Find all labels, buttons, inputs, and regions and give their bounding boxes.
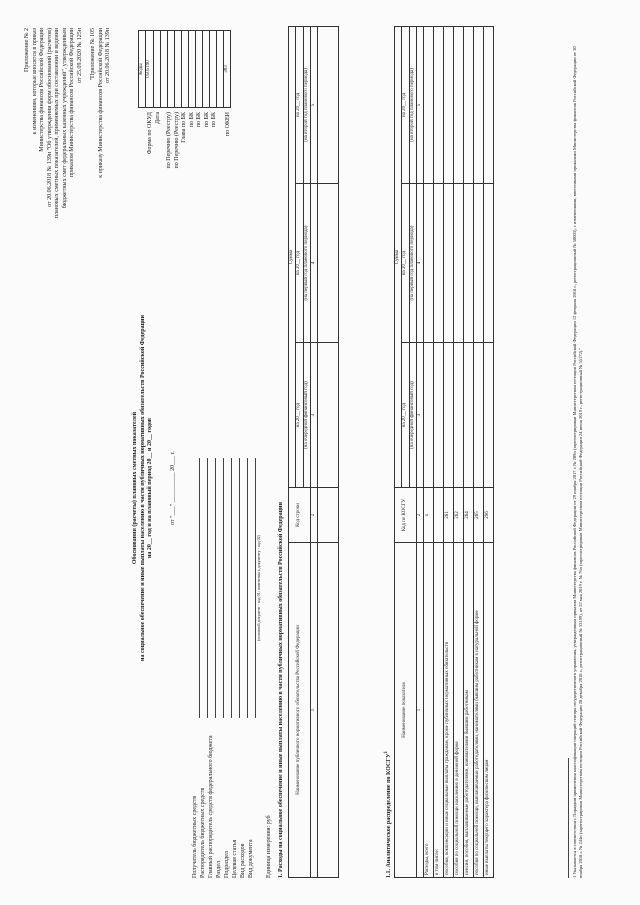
unit-row xyxy=(266,458,274,878)
code-cell xyxy=(188,30,195,107)
col-header-year2-sub: (на первый год планового периода) xyxy=(303,183,310,342)
footnote-mark: 1 xyxy=(384,750,389,753)
appendix-line: приказом Министерства финансов Российской Федерации xyxy=(69,27,75,177)
table-cell xyxy=(464,183,474,342)
col-header-year3-sub: (на второй год планового периода) xyxy=(303,26,310,183)
row-name: в том числе: xyxy=(434,542,444,877)
okei-code: 383 xyxy=(223,30,230,107)
sub-appendix-line: к приказу Министерства финансов Российской Федерации xyxy=(97,27,104,178)
table-cell xyxy=(318,26,339,183)
code-label: Глава по БК xyxy=(181,111,187,143)
field-value-line xyxy=(192,458,200,718)
section2-title-text: 1.1. Аналитическое распределение по КОСГУ xyxy=(386,752,392,878)
title-line: на социальное обеспечение и иные выплаты населению в части публичных нормативных обязательств Российской Федерации xyxy=(139,314,146,661)
table-cell xyxy=(474,183,484,342)
table-cell xyxy=(424,183,434,342)
rotated-landscape-sheet xyxy=(20,18,620,888)
col-number: 2 xyxy=(416,487,423,542)
document-title xyxy=(132,268,155,708)
code-cell xyxy=(160,30,167,107)
table-cell xyxy=(454,26,464,183)
appendix-block xyxy=(24,28,113,328)
section1-table xyxy=(288,26,339,878)
footnote-rule xyxy=(568,758,569,878)
appendix-number: Приложение № 2 xyxy=(24,27,30,72)
unit-label: Единица измерения: xyxy=(266,825,272,878)
code-cell xyxy=(174,30,181,107)
col-number: 1 xyxy=(310,542,317,877)
form-okud-label: Форма по ОКУД xyxy=(147,111,153,154)
table-cell xyxy=(444,183,454,342)
col-number: 4 xyxy=(310,183,317,342)
table-cell xyxy=(484,183,494,342)
code-cell xyxy=(209,30,216,107)
col-header-year1: на 20__ год xyxy=(296,342,303,487)
table-cell xyxy=(444,342,454,487)
table-cell xyxy=(454,342,464,487)
table-cell xyxy=(424,26,434,183)
table-cell xyxy=(454,183,464,342)
codes-header: Коды xyxy=(139,30,146,107)
col-header-year1: на 20__ год xyxy=(402,342,409,487)
col-header-sum: Сумма xyxy=(289,26,296,487)
date-label: Дата xyxy=(154,111,161,124)
field-row: Распорядитель бюджетных средств xyxy=(200,458,208,878)
table-cell xyxy=(318,183,339,342)
sub-appendix-number: "Приложение № 105 xyxy=(90,27,96,80)
col-number: 3 xyxy=(416,342,423,487)
field-value-line xyxy=(200,458,208,718)
col-number: 5 xyxy=(416,26,423,183)
col-number: 1 xyxy=(416,542,423,877)
col-header-year2: на 20__ год xyxy=(402,183,409,342)
codes-labels xyxy=(147,112,232,258)
code-cell xyxy=(216,30,223,107)
col-header-year1-sub: (на очередной финансовый год) xyxy=(303,342,310,487)
col-number: 3 xyxy=(310,342,317,487)
table-cell xyxy=(318,487,339,542)
col-header-year3-sub: (на второй год планового периода) xyxy=(409,26,416,183)
col-header-sum: Сумма xyxy=(395,26,402,487)
col-header-code: Код по КОСГУ xyxy=(395,487,417,542)
field-value-line xyxy=(240,458,248,718)
table-cell xyxy=(474,26,484,183)
table-cell xyxy=(434,183,444,342)
sub-appendix-line: от 20.06.2018 № 139н xyxy=(105,27,111,83)
field-row: Получатель бюджетных средств xyxy=(192,458,200,878)
row-name: иные выплаты текущего характера физическим лицам xyxy=(484,542,494,877)
col-header-year3: на 20__ год xyxy=(296,26,303,183)
field-value-line xyxy=(216,458,224,718)
title-line: Обоснования (расчеты) плановых сметных показателей xyxy=(132,411,138,564)
table-row xyxy=(444,26,454,877)
date-line: от "___" __________ 20___ г. xyxy=(170,450,176,525)
appendix-line: Министерства финансов Российской Федерации xyxy=(39,27,45,152)
row-name: пособия, компенсации и иные социальные выплаты гражданам, кроме публичных нормативных обязательств xyxy=(444,542,454,877)
code-label: по Перечню (Реестру) xyxy=(173,111,180,168)
row-name: пособия по социальной помощи, выплачиваемые работодателями, нанимателями бывшим работникам в натуральной форме xyxy=(474,542,484,877)
col-header-code: Код строки xyxy=(289,487,311,542)
field-value-line xyxy=(248,458,256,718)
code-cell xyxy=(202,30,209,107)
col-number: 2 xyxy=(310,487,317,542)
table-cell xyxy=(434,342,444,487)
col-header-year1-sub: (на очередной финансовый год) xyxy=(409,342,416,487)
table-cell xyxy=(318,342,339,487)
col-number: 4 xyxy=(416,183,423,342)
table-cell xyxy=(318,542,339,877)
section2-title xyxy=(384,478,394,878)
table-cell xyxy=(464,26,474,183)
table-row xyxy=(454,26,464,877)
table-cell xyxy=(434,26,444,183)
row-name: пособия по социальной помощи населению в денежной форме xyxy=(454,542,464,877)
row-code: 261 xyxy=(444,487,454,542)
row-code: 262 xyxy=(454,487,464,542)
form-code: 0505190 xyxy=(146,30,153,107)
row-code: 264 xyxy=(464,487,474,542)
code-label: по БК xyxy=(203,111,210,127)
col-header-year2: на 20__ год xyxy=(296,183,303,342)
col-header-year3: на 20__ год xyxy=(402,26,409,183)
col-header-year2-sub: (на первый год планового периода) xyxy=(409,183,416,342)
col-header-name: Наименование показателя xyxy=(395,542,417,877)
table-row xyxy=(484,26,494,877)
table-row xyxy=(434,26,444,877)
fields-block xyxy=(192,458,274,878)
row-code xyxy=(434,487,444,542)
table-row xyxy=(474,26,484,877)
row-name: пенсии, пособия, выплачиваемые работодателями, нанимателями бывшим работникам xyxy=(464,542,474,877)
code-cell xyxy=(153,30,160,107)
appendix-line: от 25.09.2020 № 125н xyxy=(76,27,83,83)
col-number: 5 xyxy=(310,26,317,183)
code-cell xyxy=(195,30,202,107)
section1-title: 1. Расходы на социальное обеспечение и иные выплаты населению в части публичных нормативных обязательств Российской Федерации xyxy=(278,501,284,878)
row-code: 296 xyxy=(484,487,494,542)
table-cell xyxy=(474,342,484,487)
table-cell xyxy=(424,342,434,487)
appendix-line: плановых сметных показателей, применяемых при составлении и ведении xyxy=(54,27,60,218)
code-cell xyxy=(167,30,174,107)
okei-label: по ОКЕИ xyxy=(224,111,231,136)
appendix-line: бюджетных смет федеральных казенных учреждений", утвержденным xyxy=(61,27,68,208)
field-row: Раздел xyxy=(216,458,224,878)
appendix-line: от 20.06.2018 № 139н "Об утверждении форм обоснований (расчетов) xyxy=(46,27,53,207)
appendix-line: к изменениям, которые вносятся в приказ xyxy=(31,27,38,134)
table-row xyxy=(464,26,474,877)
code-cell xyxy=(181,30,188,107)
field-note: (основной документ - код 01; изменения к документу - код 02) xyxy=(256,534,261,641)
unit-value: руб xyxy=(266,814,272,824)
row-code: x xyxy=(424,487,434,542)
footnote: 1 Указывается в соответствии с Порядком применения классификации операций сектора государственного управления, утвержденным приказом Министерства финансов Российской Федерации от 29 ноября 2017 г. № 209н (зарегистрирован Министерством юстиции Российской Федерации 12 февраля 2018 г., регистрационный № 50003), с изменениями, внесенными приказами Министерства финансов Российской Федерации от 30 ноября 2018 г. № 244н (зарегистрирован Министерством юстиции Российской Федерации 28 декабря 2018 г., регистрационный № 53199), от 22 мая 2019 г. № 76н (зарегистрирован Министерством юстиции Российской Федерации 24 июня 2019 г., регистрационный № 55172)." xyxy=(572,45,583,878)
field-row: Подраздел xyxy=(224,458,232,878)
table-cell xyxy=(484,26,494,183)
code-label: по Перечню (Реестру) xyxy=(166,111,172,168)
field-row: Вид документа xyxy=(248,458,256,878)
field-value-line xyxy=(224,458,232,718)
field-row: Целевая статья xyxy=(232,458,240,878)
field-row: Главный распорядитель средств федерального бюджета xyxy=(208,458,216,878)
table-cell xyxy=(444,26,454,183)
code-label: по БК xyxy=(188,111,195,127)
codes-table xyxy=(138,30,231,108)
code-label: по БК xyxy=(211,111,217,127)
field-row: Вид расходов xyxy=(240,458,248,878)
table-cell xyxy=(464,342,474,487)
section2-table xyxy=(394,26,494,878)
col-header-name: Наименование публичного нормативного обязательства Российской Федерации xyxy=(289,542,311,877)
field-value-line xyxy=(208,458,216,718)
title-line: на 20__ год и на плановый период 20__ и 20__ годов xyxy=(147,417,153,558)
table-row xyxy=(424,26,434,877)
code-label: по БК xyxy=(196,111,202,127)
field-value-line xyxy=(232,458,240,718)
row-code: 265 xyxy=(474,487,484,542)
table-cell xyxy=(484,342,494,487)
form-document xyxy=(20,18,620,888)
row-name: Расходы, всего xyxy=(424,542,434,877)
